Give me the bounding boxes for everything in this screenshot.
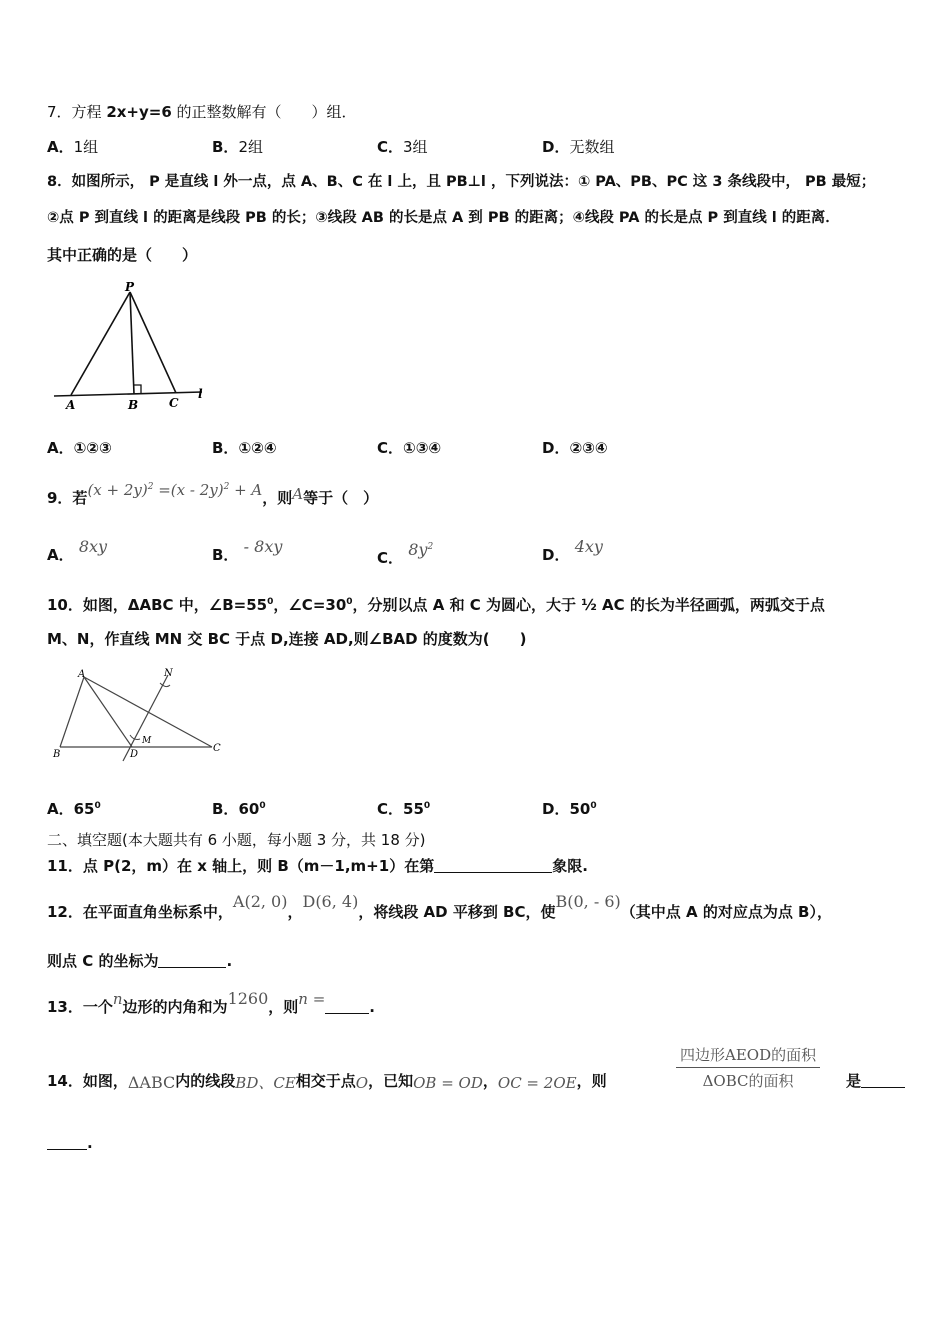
label-a: A <box>66 398 76 412</box>
q7-option-d: D．无数组 <box>542 138 615 156</box>
q8-option-a: A．①②③ <box>47 439 112 457</box>
q10-option-c: C．$55^0$ <box>377 800 431 818</box>
q7-option-a: A．1组 <box>47 138 99 156</box>
q7-option-c: C．3组 <box>377 138 428 156</box>
q14-blank-2 <box>47 1134 87 1150</box>
q7-stem-pre: 7．方程 <box>47 103 107 121</box>
label-l: l <box>198 387 203 401</box>
line-l <box>54 392 202 396</box>
label-c: C <box>169 396 179 410</box>
q10-option-b: B．$60^0$ <box>212 800 266 818</box>
q8-option-c: C．①③④ <box>377 439 442 457</box>
q7-stem-post: 的正整数解有（ ）组． <box>171 103 357 121</box>
q12-line2: 则点 C 的坐标为 . <box>47 952 233 970</box>
q14-tail: 是 <box>846 1071 905 1091</box>
label-a: A <box>78 669 86 680</box>
arc-n <box>160 683 170 687</box>
q8-line2: ②点 P 到直线 l 的距离是线段 PB 的长；③线段 AB 的长是点 A 到 PB 的距离；④线段 PA 的长是点 P 到直线 l 的距离． <box>47 210 840 226</box>
label-d: D <box>130 749 139 760</box>
q8-line3: 其中正确的是（ ） <box>47 246 198 264</box>
q9-option-c: C． $8y^2$ <box>377 540 434 567</box>
label-b: B <box>53 749 61 760</box>
q7-option-b: B．2组 <box>212 138 263 156</box>
segment-pb <box>130 292 134 394</box>
label-b: B <box>128 398 139 412</box>
q10-line2: M、N，作直线 MN 交 BC 于点 D,连接 AD,则∠BAD 的度数为( ) <box>47 630 527 648</box>
q9-option-b: B． - 8xy <box>212 537 283 564</box>
section-2-heading: 二、填空题(本大题共有 6 小题，每小题 3 分，共 18 分) <box>47 831 426 849</box>
q8-figure <box>50 278 220 413</box>
q14-fraction-denominator: ΔOBC的面积 <box>702 1072 794 1090</box>
label-m: M <box>142 736 152 746</box>
q13-blank <box>325 998 369 1014</box>
q14-line2: . <box>47 1133 93 1153</box>
right-angle-mark <box>134 385 141 394</box>
segment-ad <box>84 677 132 747</box>
q12-line1: 12．在平面直角坐标系中，A(2, 0)，D(6, 4)，将线段 AD 平移到 BC，使B(0, - 6)（其中点 A 的对应点为点 B）， <box>47 892 832 921</box>
label-c: C <box>213 743 221 754</box>
q7-stem <box>47 102 357 122</box>
q14-stem: 14．如图，ΔABC内的线段BD、CE相交于点O，已知OB = OD，OC = 2OE，则 <box>47 1072 607 1092</box>
q9-expression: $(x + 2y)^2 =(x - 2y)^2 + A$ <box>87 481 263 499</box>
q11-stem: 11．点 P(2，m）在 x 轴上，则 B（m－1,m+1）在第 象限. <box>47 857 588 875</box>
q14-fraction-numerator: 四边形AEOD的面积 <box>676 1044 820 1068</box>
q12-blank <box>158 952 226 968</box>
q14-blank-1 <box>861 1072 905 1088</box>
q14-fraction <box>676 1044 820 1091</box>
q7-equation: 2x+y=6 <box>106 103 172 121</box>
segment-pa <box>71 292 130 395</box>
q9-option-a: A． 8xy <box>47 537 108 564</box>
q8-option-b: B．①②④ <box>212 439 277 457</box>
q9-option-d: D． 4xy <box>542 537 603 564</box>
q13-stem: 13．一个n边形的内角和为1260，则n = . <box>47 989 375 1016</box>
segment-ab <box>60 677 84 747</box>
label-p: P <box>125 280 135 294</box>
q8-line1: 8．如图所示， P 是直线 l 外一点，点 A、B、C 在 l 上，且 PB⊥l ，下列说法：① PA、PB、PC 这 3 条线段中， PB 最短； <box>47 174 876 190</box>
q10-option-a: A．$65^0$ <box>47 800 101 818</box>
q10-option-d: D．$50^0$ <box>542 800 597 818</box>
q9-stem: 9．若$(x + 2y)^2 =(x - 2y)^2 + A$，则A等于（ ） <box>47 481 379 507</box>
q10-figure <box>50 665 230 765</box>
q10-line1: 10．如图，ΔABC 中，$\angle B=55^0$，$\angle C=30^0$，分别以点 A 和 C 为圆心，大于 ½ AC 的长为半径画弧，两弧交于点 <box>47 596 825 614</box>
label-n: N <box>164 668 173 679</box>
q11-blank <box>434 857 552 873</box>
q8-option-d: D．②③④ <box>542 439 608 457</box>
segment-pc <box>130 292 176 393</box>
